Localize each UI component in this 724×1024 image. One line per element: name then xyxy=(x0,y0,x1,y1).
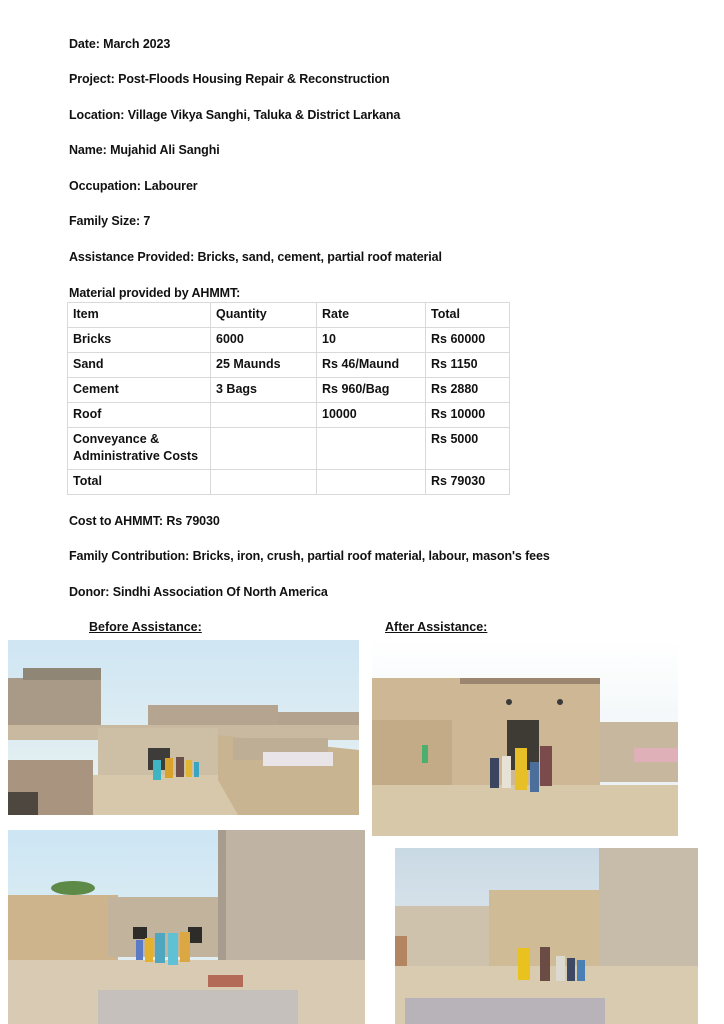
cell: Rs 2880 xyxy=(426,378,510,403)
family-size-line: Family Size: 7 xyxy=(69,214,151,228)
assistance-line: Assistance Provided: Bricks, sand, cement, partial roof material xyxy=(69,250,442,264)
after-photo-1 xyxy=(372,640,678,836)
cell: 6000 xyxy=(211,328,317,353)
cell xyxy=(211,403,317,428)
table-row xyxy=(68,353,510,378)
cell: Rs 5000 xyxy=(426,428,510,470)
cell: Rs 10000 xyxy=(426,403,510,428)
table-row xyxy=(68,378,510,403)
date-line: Date: March 2023 xyxy=(69,37,171,51)
before-caption: Before Assistance: xyxy=(89,620,202,634)
cell: Total xyxy=(68,470,211,495)
cell xyxy=(211,428,317,470)
cell: Cement xyxy=(68,378,211,403)
header-total: Total xyxy=(426,303,510,328)
cell: Rs 1150 xyxy=(426,353,510,378)
cell: Bricks xyxy=(68,328,211,353)
after-caption: After Assistance: xyxy=(385,620,488,634)
project-line: Project: Post-Floods Housing Repair & Reconstruction xyxy=(69,72,390,86)
header-rate: Rate xyxy=(317,303,426,328)
cell: Rs 960/Bag xyxy=(317,378,426,403)
donor-line: Donor: Sindhi Association Of North America xyxy=(69,585,328,599)
materials-table xyxy=(67,302,510,495)
cell: 10 xyxy=(317,328,426,353)
before-photo-2 xyxy=(8,830,365,1024)
cell: Conveyance & Administrative Costs xyxy=(68,428,211,470)
header-quantity: Quantity xyxy=(211,303,317,328)
occupation-line: Occupation: Labourer xyxy=(69,179,198,193)
name-line: Name: Mujahid Ali Sanghi xyxy=(69,143,220,157)
table-row xyxy=(68,403,510,428)
cell: Rs 60000 xyxy=(426,328,510,353)
family-contribution-line: Family Contribution: Bricks, iron, crush, partial roof material, labour, mason's fees xyxy=(69,549,550,563)
cell xyxy=(317,470,426,495)
after-photo-2 xyxy=(395,848,698,1024)
before-photo-1 xyxy=(8,640,359,815)
header-item: Item xyxy=(68,303,211,328)
table-row-total xyxy=(68,470,510,495)
cell: Rs 46/Maund xyxy=(317,353,426,378)
cell: 3 Bags xyxy=(211,378,317,403)
material-heading: Material provided by AHMMT: xyxy=(69,286,241,300)
table-row xyxy=(68,328,510,353)
table-row xyxy=(68,428,510,470)
cell: Rs 79030 xyxy=(426,470,510,495)
cell: 10000 xyxy=(317,403,426,428)
cell: Sand xyxy=(68,353,211,378)
cell xyxy=(211,470,317,495)
cell: 25 Maunds xyxy=(211,353,317,378)
cell: Roof xyxy=(68,403,211,428)
cell xyxy=(317,428,426,470)
cost-line: Cost to AHMMT: Rs 79030 xyxy=(69,514,220,528)
table-header-row xyxy=(68,303,510,328)
location-line: Location: Village Vikya Sanghi, Taluka & District Larkana xyxy=(69,108,401,122)
